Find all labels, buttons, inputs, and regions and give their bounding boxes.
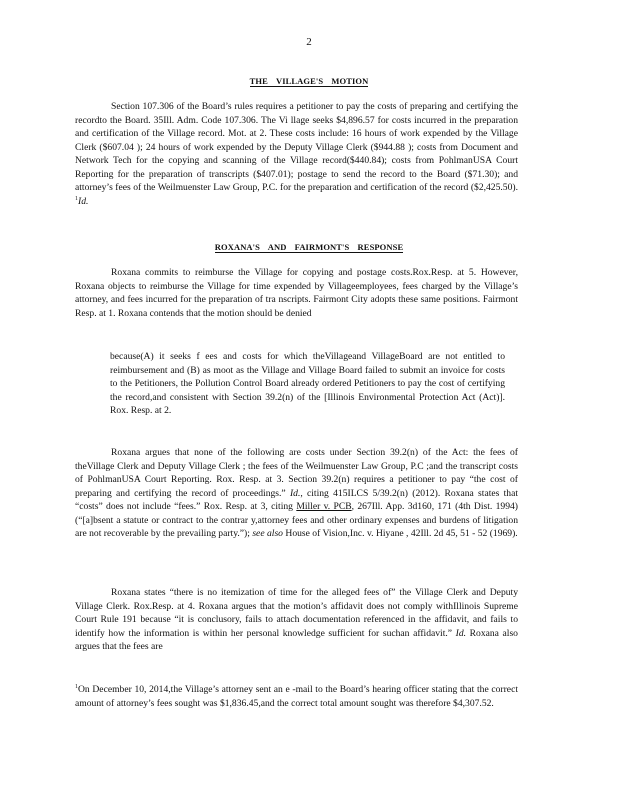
paragraph-response-2-cite: Id. — [289, 487, 301, 499]
paragraph-response-3-cite: Id. — [455, 627, 467, 639]
paragraph-response-3-part1: Roxana states “there is no itemization of time for the alleged fees of” the Village Clerk and Deputy Village Clerk. Rox.Resp. at 4. Roxana argues that the motion’s affidavit does not comply withIllinois Supreme Court Rule 191 because “it is conclusory, fails to attach documentation referenced in the affidavit, and fails to identify how the information is within her personal knowledge sufficient for suchan affidavit.” — [75, 587, 518, 639]
see-also-signal: see also — [252, 528, 283, 539]
paragraph-motion — [75, 100, 518, 208]
paragraph-response-3-part2: Roxana also argues that the fees are — [75, 627, 518, 652]
paragraph-response-2-part2: , citing 415ILCS 5/39.2(n) (2012). Roxana states that “costs” does not include “fees.” Rox. Resp. at 3, citing — [75, 487, 519, 512]
heading-village-motion — [0, 76, 618, 86]
paragraph-response-3 — [75, 586, 518, 654]
footnote-1-text: On December 10, 2014,the Village’s attorney sent an e -mail to the Board’s hearing officer stating that the correct amount of attorney’s fees sought was $1,836.45,and the correct total amount sought was therefore $4,307.52. — [75, 684, 518, 709]
heading-response-text: ROXANA'S AND FAIRMONT'S RESPONSE — [214, 242, 404, 252]
case-citation-miller: Miller v. PCB — [296, 501, 352, 512]
paragraph-response-2-part1: Roxana argues that none of the following are costs under Section 39.2(n) of the Act: the fees of theVillage Clerk and Deputy Village Clerk ; the fees of the Weilmuenster Law Group, P.C ;and the transcript costs of PohlmanUSA Court Reporting. Rox. Resp. at 3. Section 39.2(n) requires a petitioner to pay “the cost of preparing and certifying the record of proceedings.” — [75, 447, 518, 499]
footnote-number: 1 — [75, 683, 78, 690]
block-quote-text: because(A) it seeks f ees and costs for which theVillageand VillageBoard are not entitled to reimbursement and (B) as moot as the Village and Village Board failed to submit an invoice for costs to the Petitioners, the Pollution Control Board already ordered Petitioners to pay the cost of certifying the record,and consistent with Section 39.2(n) of the [Illinois Environmental Protection Act (Act)]. Rox. Resp. at 2. — [110, 351, 505, 416]
footnote-reference-1: 1 — [75, 195, 78, 202]
paragraph-response-2 — [75, 446, 518, 541]
page-number: 2 — [306, 36, 312, 48]
paragraph-response-2-part3: , 267Ill. App. 3d160, 171 (4th Dist. 1994) (“[a]bsent a statute or contract to the contrar y,attorney fees and other ordinary expenses and burdens of litigation are not recoverable by the prevailing party.”); — [75, 501, 518, 539]
paragraph-response-1 — [75, 266, 518, 320]
paragraph-motion-text: Section 107.306 of the Board’s rules requires a petitioner to pay the costs of preparing and certifying the recordto the Board. 35Ill. Adm. Code 107.306. The Vi llage seeks $4,896.57 for costs incurred in the preparation and certification of the Village record. Mot. at 2. These costs include: 16 hours of work expended by the Village Clerk ($607.04 ); 24 hours of work expended by the Deputy Village Clerk ($944.88 ); costs from Document and Network Tech for the copying and scanning of the Village record($440.84); costs from PohlmanUSA Court Reporting for the preparation of transcripts ($407.01); postage to send the record to the Board ($71.30); and attorney’s fees of the Weilmuenster Law Group, P.C. for the preparation and certification of the record ($2,425.50). — [75, 101, 518, 193]
footnote-1 — [75, 683, 518, 710]
heading-response — [0, 242, 618, 252]
paragraph-response-2-part4: House of Vision,Inc. v. Hiyane , 42Ill. 2d 45, 51 - 52 (1969). — [285, 528, 518, 539]
paragraph-motion-cite: Id. — [78, 195, 89, 207]
block-quote — [110, 350, 505, 418]
paragraph-response-1-text: Roxana commits to reimburse the Village for copying and postage costs.Rox.Resp. at 5. However, Roxana objects to reimburse the Village for time expended by Villageemployees, fees charged by the Village’s attorney, and fees incurred for the preparation of tra nscripts. Fairmont City adopts these same positions. Fairmont Resp. at 1. Roxana contends that the motion should be denied — [75, 267, 518, 319]
heading-village-motion-text: THE VILLAGE'S MOTION — [249, 76, 369, 86]
